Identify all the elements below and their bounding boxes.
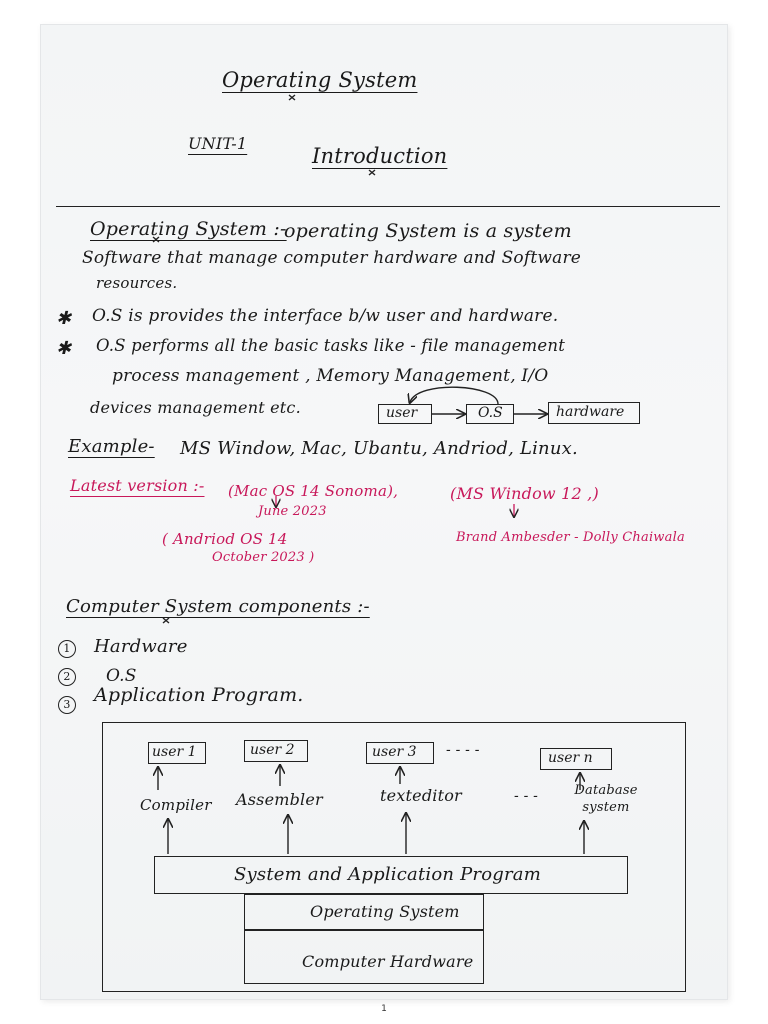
definition-line-1: operating System is a system — [284, 220, 572, 242]
flow-user-label: user — [386, 405, 418, 421]
page-title: Operating System — [222, 68, 418, 92]
component-marker-2: 2 — [58, 668, 76, 686]
latest-android: ( Andriod OS 14 — [162, 530, 288, 548]
user-n-label: user n — [548, 750, 593, 766]
user-2-label: user 2 — [250, 742, 295, 758]
header-divider — [56, 206, 720, 207]
latest-ms: (MS Window 12 ,) — [450, 484, 599, 503]
component-marker-1: 1 — [58, 640, 76, 658]
bullet-2-line-1: O.S performs all the basic tasks like - file management — [96, 336, 566, 355]
unit-label: UNIT-1 — [188, 134, 248, 153]
latest-mac-date: June 2023 — [258, 504, 327, 519]
definition-label: Operating System :- — [90, 218, 287, 240]
user-dashes: - - - - — [446, 742, 480, 758]
flow-hardware-label: hardware — [556, 404, 625, 420]
user-1-label: user 1 — [152, 744, 197, 760]
flow-os-label: O.S — [478, 405, 503, 421]
components-heading: Computer System components :- — [66, 596, 370, 617]
definition-line-3: resources. — [96, 274, 178, 292]
bullet-2-line-2: process management , Memory Management, I/O — [112, 366, 549, 386]
component-1: Hardware — [94, 636, 188, 657]
assembler-label: Assembler — [236, 790, 323, 809]
latest-version-label: Latest version :- — [70, 476, 205, 495]
component-2: O.S — [106, 666, 137, 686]
example-label: Example- — [68, 436, 155, 457]
database-system-label: Database system — [574, 783, 638, 815]
bullet-2-line-3: devices management etc. — [90, 398, 301, 417]
example-text: MS Window, Mac, Ubantu, Andriod, Linux. — [180, 438, 578, 459]
texteditor-label: texteditor — [380, 786, 462, 805]
page-number: 1 — [381, 1004, 387, 1014]
operating-system-label: Operating System — [310, 902, 460, 921]
bullet-1-text: O.S is provides the interface b/w user and hardware. — [92, 306, 559, 326]
mid-dashes: - - - — [514, 788, 539, 804]
definition-line-2: Software that manage computer hardware and Software — [82, 248, 582, 268]
component-marker-3: 3 — [58, 696, 76, 714]
bullet-star-icon: ✱ — [56, 338, 72, 359]
latest-mac: (Mac OS 14 Sonoma), — [228, 482, 399, 500]
brand-ambassador: Brand Ambesder - Dolly Chaiwala — [456, 530, 685, 545]
user-3-label: user 3 — [372, 744, 417, 760]
bullet-star-icon: ✱ — [56, 308, 72, 329]
component-3: Application Program. — [94, 684, 304, 706]
unit-title: Introduction — [312, 144, 448, 168]
computer-hardware-label: Computer Hardware — [302, 952, 474, 971]
compiler-label: Compiler — [140, 796, 212, 814]
system-application-label: System and Application Program — [234, 864, 541, 885]
latest-android-date: October 2023 ) — [212, 550, 315, 565]
